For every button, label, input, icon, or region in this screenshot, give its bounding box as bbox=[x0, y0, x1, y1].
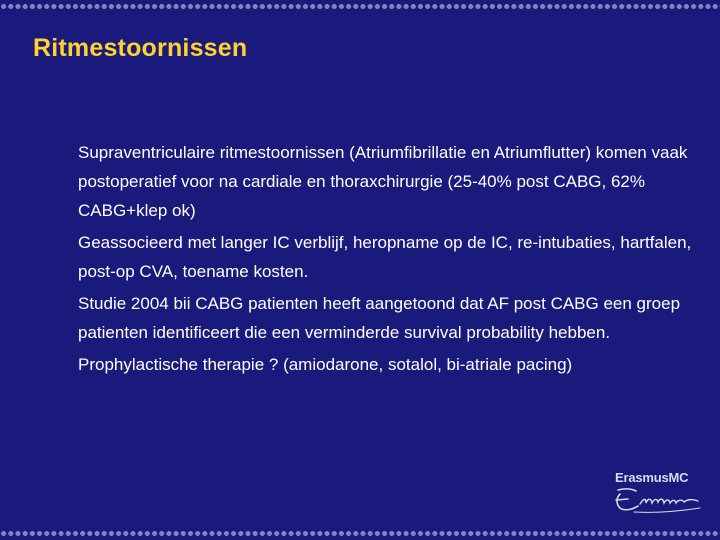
bullet-list bbox=[78, 138, 718, 382]
bottom-dot-border bbox=[0, 530, 720, 537]
erasmus-mc-logo bbox=[612, 470, 712, 518]
bullet-item: Supraventriculaire ritmestoornissen (Atriumfibrillatie en Atriumflutter) komen vaak postoperatief voor na cardiale en thoraxchirurgie (25-40% post CABG, 62% CABG+klep ok) bbox=[78, 143, 688, 220]
signature-icon bbox=[612, 486, 712, 516]
bullet-item: Geassocieerd met langer IC verblijf, heropname op de IC, re-intubaties, hartfalen, post-op CVA, toename kosten. bbox=[78, 233, 692, 281]
logo-wordmark: ErasmusMC bbox=[615, 470, 689, 485]
top-dot-border bbox=[0, 3, 720, 10]
bullet-item: Studie 2004 bii CABG patienten heeft aangetoond dat AF post CABG een groep patienten identificeert die een verminderde survival probability hebben. bbox=[78, 294, 681, 342]
bullet-item: Prophylactische therapie ? (amiodarone, sotalol, bi-atriale pacing) bbox=[78, 355, 573, 374]
slide-title: Ritmestoornissen bbox=[33, 34, 248, 62]
